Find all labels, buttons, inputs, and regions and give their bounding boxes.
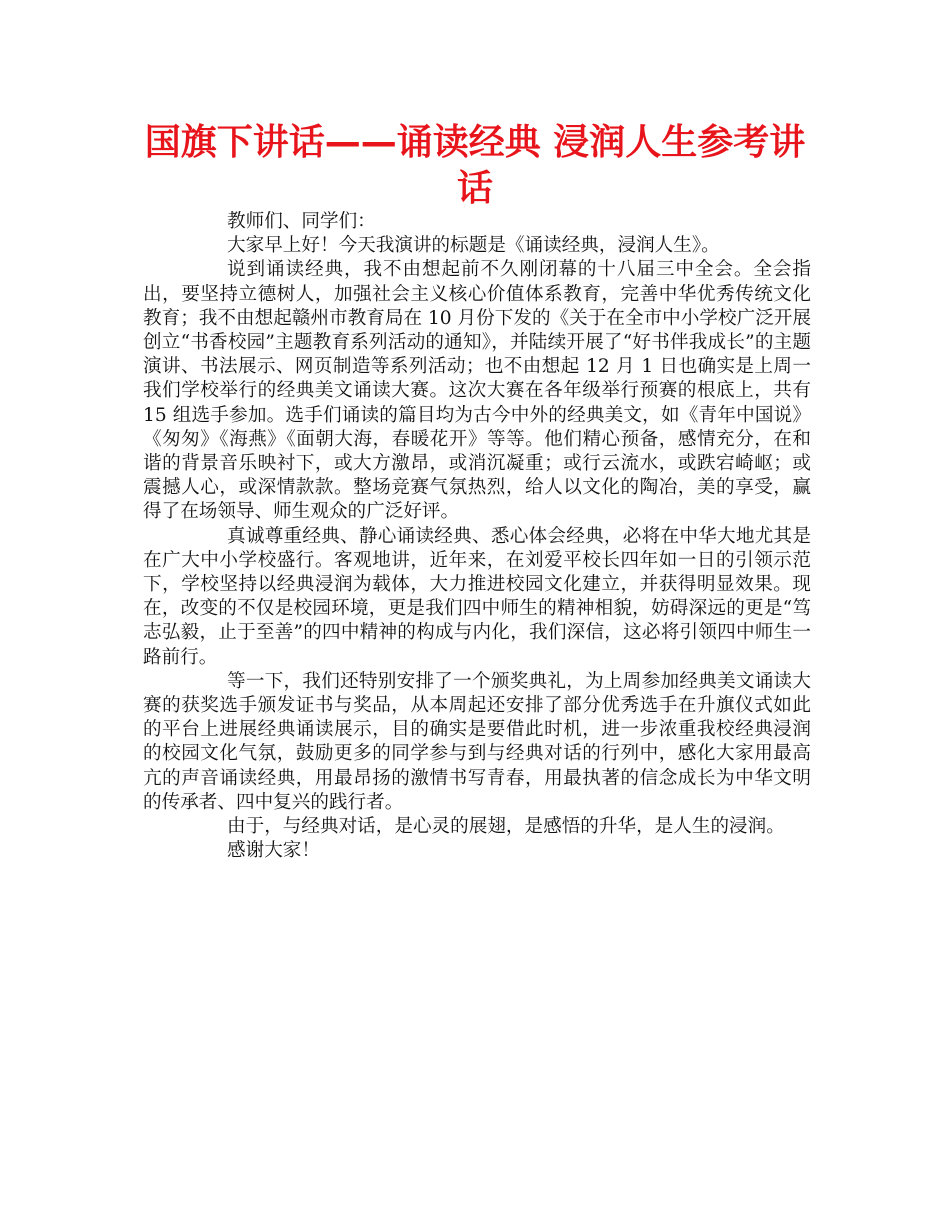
paragraph: 说到诵读经典，我不由想起前不久刚闭幕的十八届三中全会。全会指出，要坚持立德树人，加强社会主义核心价值体系教育，完善中华优秀传统文化教育；我不由想起赣州市教育局在 10 月份下发的《关于在全市中小学校广泛开展创立“书香校园”主题教育系列活动的通知》，并陆续开展了“好书伴我成长”的主题演讲、书法展示、网页制造等系列活动；也不由想起 12 月 1 日也确实是上周一我们学校举行的经典美文诵读大赛。这次大赛在各年级举行预赛的根底上，共有 15 组选手参加。选手们诵读的篇目均为古今中外的经典美文，如《青年中国说》《匆匆》《海燕》《面朝大海，春暖花开》等等。他们精心预备，感情充分，在和谐的背景音乐映衬下，或大方激昂，或消沉凝重；或行云流水，或跌宕崎岖；或震撼人心，或深情款款。整场竞赛气氛热烈，给人以文化的陶冶，美的享受，赢得了在场领导、师生观众的广泛好评。 xyxy=(143,259,811,523)
greeting: 大家早上好！今天我演讲的标题是《诵读经典，浸润人生》。 xyxy=(227,235,720,257)
paragraph: 等一下，我们还特别安排了一个颁奖典礼，为上周参加经典美文诵读大赛的获奖选手颁发证书与奖品，从本周起还安排了部分优秀选手在升旗仪式如此的平台上进展经典诵读展示，目的确实是要借此时机，进一步浓重我校经典浸润的校园文化气氛，鼓励更多的同学参与到与经典对话的行列中，感化大家用最高亢的声音诵读经典，用最昂扬的激情书写青春，用最执著的信念成长为中华文明的传承者、四中复兴的践行者。 xyxy=(143,670,811,813)
document-body xyxy=(143,210,811,863)
paragraph: 由于，与经典对话，是心灵的展翅，是感悟的升华，是人生的浸润。 xyxy=(227,816,785,838)
closing: 感谢大家！ xyxy=(227,840,320,862)
salutation: 教师们、同学们： xyxy=(227,211,376,232)
document-title: 国旗下讲话——诵读经典 浸润人生参考讲话 xyxy=(144,122,806,209)
paragraph: 真诚尊重经典、静心诵读经典、悉心体会经典，必将在中华大地尤其是在广大中小学校盛行。客观地讲，近年来，在刘爱平校长四年如一日的引领示范下，学校坚持以经典浸润为载体，大力推进校园文化建立，并获得明显效果。现在，改变的不仅是校园环境，更是我们四中师生的精神相貌，妨碍深远的更是“笃志弘毅，止于至善”的四中精神的构成与内化，我们深信，这必将引领四中师生一路前行。 xyxy=(143,525,811,668)
